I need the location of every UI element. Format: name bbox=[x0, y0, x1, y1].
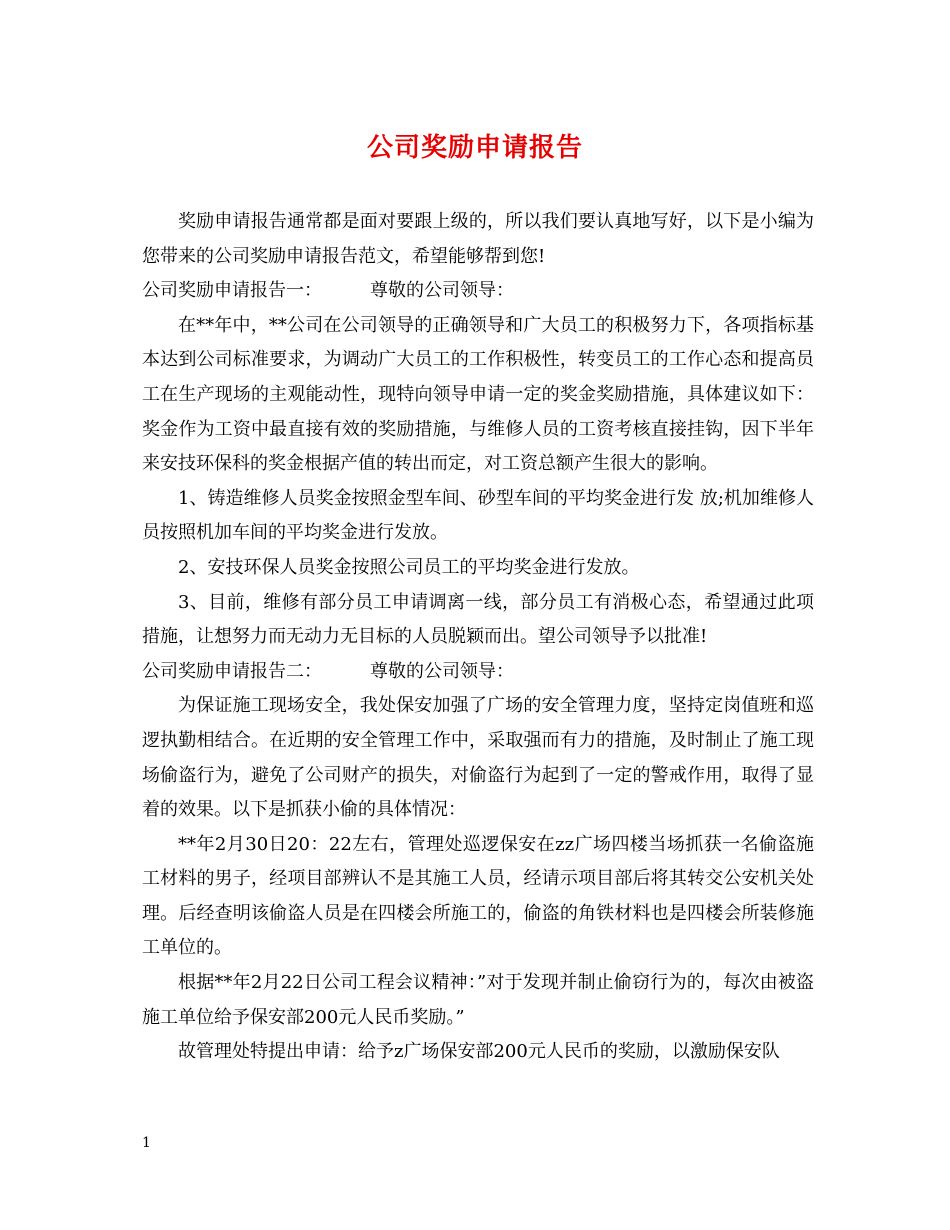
section-1-paragraph: 3、目前，维修有部分员工申请调离一线，部分员工有消极心态，希望通过此项措施，让想努力而无动力无目标的人员脱颖而出。望公司领导予以批准! bbox=[142, 591, 814, 648]
document-body bbox=[142, 205, 814, 1070]
section-2-paragraph: 根据**年2月22日公司工程会议精神：”对于发现并制止偷窃行为的，每次由被盗施工单位给予保安部200元人民币奖励。” bbox=[142, 972, 814, 1028]
section-2-paragraph: 为保证施工现场安全，我处保安加强了广场的安全管理力度，坚持定岗值班和巡逻执勤相结合。在近期的安全管理工作中，采取强而有力的措施，及时制止了施工现场偷盗行为，避免了公司财产的损失，对偷盗行为起到了一定的警戒作用，取得了显着的效果。以下是抓获小偷的具体情况： bbox=[142, 695, 814, 821]
section-2-heading-line bbox=[142, 655, 814, 690]
section-1-paragraph: 1、铸造维修人员奖金按照金型车间、砂型车间的平均奖金进行发 放;机加维修人员按照机加车间的平均奖金进行发放。 bbox=[142, 487, 814, 544]
section-1-heading: 公司奖励申请报告一： bbox=[142, 280, 322, 302]
section-1-salutation: 尊敬的公司领导： bbox=[370, 280, 514, 302]
section-2-paragraph: 故管理处特提出申请：给予z广场保安部200元人民币的奖励，以激励保安队 bbox=[178, 1041, 780, 1063]
page-number: 1 bbox=[142, 1135, 151, 1151]
section-2-heading: 公司奖励申请报告二： bbox=[142, 660, 322, 682]
section-1-paragraph: 2、安技环保人员奖金按照公司员工的平均奖金进行发放。 bbox=[178, 556, 640, 578]
section-1-heading-line bbox=[142, 274, 814, 309]
intro-paragraph: 奖励申请报告通常都是面对要跟上级的，所以我们要认真地写好，以下是小编为您带来的公司奖励申请报告范文，希望能够帮到您! bbox=[142, 211, 814, 267]
section-2-paragraph: **年2月30日20：22左右，管理处巡逻保安在zz广场四楼当场抓获一名偷盗施工材料的男子，经项目部辨认不是其施工人员，经请示项目部后将其转交公安机关处理。后经查明该偷盗人员是在四楼会所施工的，偷盗的角铁材料也是四楼会所装修施工单位的。 bbox=[142, 833, 814, 959]
section-1-paragraph: 在**年中，**公司在公司领导的正确领导和广大员工的积极努力下，各项指标基本达到公司标准要求，为调动广大员工的工作积极性，转变员工的工作心态和提高员工在生产现场的主观能动性，现特向领导申请一定的奖金奖励措施，具体建议如下： 奖金作为工资中最直接有效的奖励措施，与维修人员的工资考核直接挂钩，因下半年来安技环保科的奖金根据产值的转出而定，对工资总额产生很大的影响。 bbox=[142, 314, 814, 475]
section-2-salutation: 尊敬的公司领导： bbox=[370, 660, 514, 682]
document-title: 公司奖励申请报告 bbox=[366, 133, 583, 163]
